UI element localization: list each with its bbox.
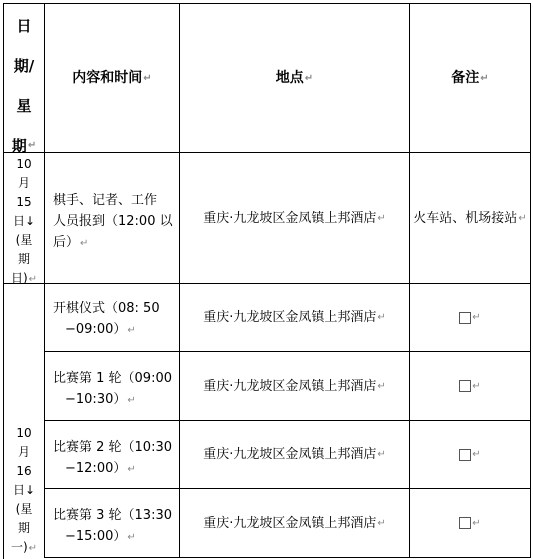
header-day-line: 期 ↵	[11, 137, 37, 155]
day2-row1-location: 重庆·九龙坡区金凤镇上邦酒店 ↵	[203, 310, 386, 325]
day1-content	[45, 153, 179, 283]
day1-date	[4, 153, 44, 283]
date-line: 月	[17, 445, 30, 459]
date-line: 日↓	[12, 214, 36, 228]
content-line: −12:00）↵	[65, 461, 136, 476]
content-line: 比赛第 1 轮（09:00	[53, 371, 172, 386]
table-border-right	[530, 3, 531, 558]
day2-row2-remark: ↵	[410, 352, 530, 420]
date-line: 日)↵	[10, 271, 38, 285]
date-line: 15	[16, 195, 32, 209]
date-line: 10	[16, 157, 32, 171]
header-content-time: 内容和时间 ↵	[72, 69, 152, 86]
date-line: 期	[17, 252, 30, 266]
day2-row2-location: 重庆·九龙坡区金凤镇上邦酒店 ↵	[203, 378, 386, 394]
day2-row4-remark: ↵	[410, 489, 530, 557]
content-line: 比赛第 3 轮（13:30	[53, 508, 172, 523]
day1-location: 重庆·九龙坡区金凤镇上邦酒店 ↵	[203, 210, 386, 226]
day1-remark: 火车站、机场接站 ↵	[413, 210, 527, 226]
empty-checkbox-icon	[459, 380, 471, 392]
content-line: 人员报到（12:00 以	[53, 214, 173, 229]
day2-row3-location: 重庆·九龙坡区金凤镇上邦酒店 ↵	[203, 447, 386, 462]
content-line: 后）↵	[53, 235, 89, 250]
date-line: 一)↵	[10, 540, 38, 554]
header-location: 地点 ↵	[275, 69, 314, 86]
day2-row2-content	[45, 352, 179, 420]
content-line: −15:00）↵	[65, 529, 136, 544]
empty-checkbox-icon	[459, 517, 471, 529]
day2-row3-content	[45, 421, 179, 488]
header-date-weekday	[4, 4, 44, 155]
day2-date	[4, 284, 44, 558]
content-line: −09:00）↵	[65, 322, 136, 337]
date-line: 16	[16, 464, 32, 478]
table-border-bottom	[44, 557, 531, 558]
content-line: 开棋仪式（08: 50	[53, 301, 160, 316]
header-day-line: 日	[16, 17, 32, 35]
date-line: 日↓	[12, 483, 36, 497]
day2-row1-remark: ↵	[410, 284, 530, 351]
day2-row3-remark: ↵	[410, 421, 530, 488]
header-day-line: 星	[16, 97, 32, 115]
content-line: 比赛第 2 轮（10:30	[53, 440, 172, 455]
header-remarks: 备注 ↵	[451, 69, 489, 86]
empty-checkbox-icon	[459, 449, 471, 461]
empty-checkbox-icon	[459, 312, 471, 324]
content-line: 棋手、记者、工作	[53, 193, 158, 208]
date-line: (星	[15, 233, 33, 247]
day2-row4-location: 重庆·九龙坡区金凤镇上邦酒店 ↵	[203, 515, 386, 531]
date-line: 10	[16, 426, 32, 440]
date-line: 期	[17, 521, 30, 535]
date-line: (星	[15, 502, 33, 516]
content-line: −10:30）↵	[65, 392, 136, 407]
day2-row4-content	[45, 489, 179, 557]
day2-row1-content	[45, 284, 179, 351]
header-day-line: 期/	[13, 57, 35, 75]
date-line: 月	[17, 176, 30, 190]
